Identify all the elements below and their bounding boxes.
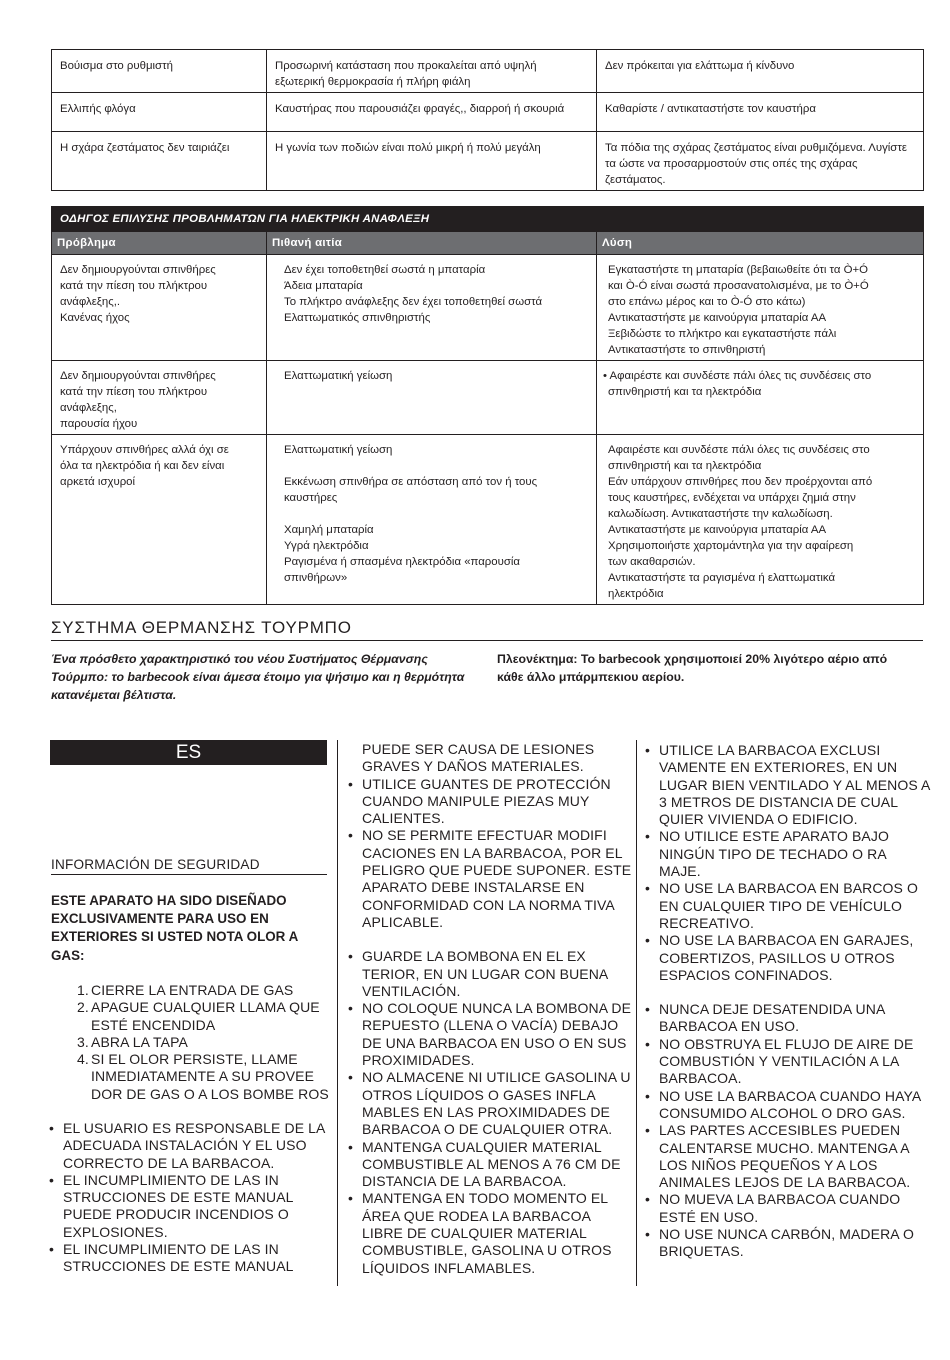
turbo-advantage: Πλεονέκτημα: Το barbecook χρησιμοποιεί 20% λιγότερο αέριο από κάθε άλλο μπάρμπεκιου αερίου. <box>497 652 888 684</box>
cell-line: Ελαττωματική γείωση <box>284 444 393 456</box>
solution-cell: Δεν πρόκειται για ελάττωμα ή κίνδυνο <box>597 50 924 93</box>
cell-line: Εάν υπάρχουν σπινθήρες που δεν προέρχονται από <box>608 476 873 488</box>
list-item: • UTILICE LA BARBACOA EXCLUSI VAMENTE EN EXTERIORES, EN UN LUGAR BIEN VENTILADO Y AL MENOS A 3 METROS DE DISTANCIA DE CUAL QUIER VIVIENDA O EDIFICIO. <box>645 742 930 828</box>
list-item: • NO USE LA BARBACOA CUANDO HAYA CONSUMIDO ALCOHOL O DRO GAS. <box>645 1087 921 1121</box>
language-label: ES <box>50 740 327 765</box>
list-item: • EL USUARIO ES RESPONSABLE DE LA ADECUADA INSTALACIÓN Y EL USO CORRECTO DE LA BARBACOA. <box>49 1120 325 1171</box>
cause-cell: Προσωρινή κατάσταση που προκαλείται από υψηλή εξωτερική θερμοκρασία ή πλήρη φιάλη <box>267 50 597 93</box>
cell-line: αρκετά ισχυροί <box>60 476 136 488</box>
table-row <box>52 361 924 435</box>
list-item: 1. CIERRE LA ENTRADA DE GAS <box>77 982 294 998</box>
list-item: 3. ABRA LA TAPA <box>77 1033 188 1050</box>
solution-cell <box>597 435 924 605</box>
list-item: • NO COLOQUE NUNCA LA BOMBONA DE REPUESTO (LLENA O VACÍA) DEBAJO DE UNA BARBACOA EN USO O EN SUS PROXIMIDADES. <box>348 1000 632 1069</box>
list-item: • UTILICE GUANTES DE PROTECCIÓN CUANDO MANIPULE PIEZAS MUY CALIENTES. <box>348 775 611 827</box>
list-item: • NO SE PERMITE EFECTUAR MODIFI CACIONES EN LA BARBACOA, POR EL PELIGRO QUE PUEDE SUPONER. ESTE APARATO DEBE INSTALARSE EN CONFORMIDAD CON LA NORMA TIVA APLICABLE. <box>348 827 632 930</box>
cell-line: Χαμηλή μπαταρία <box>284 524 374 536</box>
turbo-description: Ένα πρόσθετο χαρακτηριστικό του νέου Συστήματος Θέρμανσης Τούρμπο: το barbecook είναι άμεσα έτοιμο για ψήσιμο και η θερμότητα κατανέμεται βέλτιστα. <box>51 652 465 702</box>
table-row <box>52 132 924 191</box>
solution-cell <box>597 255 924 361</box>
cell-line: Δεν έχει τοποθετηθεί σωστά η μπαταρία <box>284 264 486 276</box>
table-header-row <box>52 232 924 255</box>
cell-line: Εγκαταστήστε τη μπαταρία (βεβαιωθείτε ότι τα Ò+Ó <box>608 264 869 276</box>
troubleshooting-table-continued <box>51 49 924 191</box>
header-problem: Πρόβλημα <box>52 232 267 255</box>
cell-line: Εκκένωση σπινθήρα σε απόσταση από τον ή τους <box>284 476 538 488</box>
safety-heading: INFORMACIÓN DE SEGURIDAD <box>51 857 327 875</box>
list-item: • EL INCUMPLIMIENTO DE LAS IN STRUCCIONES DE ESTE MANUAL PUEDE PRODUCIR INCENDIOS O EXPLOSIONES. <box>49 1171 294 1240</box>
cell-line: Άδεια μπαταρία <box>284 280 363 292</box>
cell-line: Υπάρχουν σπινθήρες αλλά όχι σε <box>60 444 229 456</box>
cell-line: Ελαττωματικός σπινθηριστής <box>284 312 431 324</box>
cell-line: παρουσία ήχου <box>60 418 138 430</box>
table-row <box>52 50 924 93</box>
cell-line: Ραγισμένα ή σπασμένα ηλεκτρόδια «παρουσία <box>284 556 520 568</box>
section-heading: ΣΥΣΤΗΜΑ ΘΕΡΜΑΝΣΗΣ ΤΟΥΡΜΠΟ <box>51 618 352 637</box>
problem-cell: Βούισμα στο ρυθμιστή <box>52 50 267 93</box>
safety-list-col1 <box>49 1120 334 1276</box>
list-item: • LAS PARTES ACCESIBLES PUEDEN CALENTARSE MUCHO. MANTENGA A LOS NIÑOS PEQUEÑOS Y A LOS ANIMALES LEJOS DE LA BARBACOA. <box>645 1122 911 1191</box>
list-item: • MANTENGA CUALQUIER MATERIAL COMBUSTIBLE AL MENOS A 76 CM DE DISTANCIA DE LA BARBACOA. <box>348 1138 621 1190</box>
cell-line: των ακαθαρσιών. <box>608 556 696 568</box>
solution-cell: Τα πόδια της σχάρας ζεστάματος είναι ρυθμιζόμενα. Λυγίστε τα ώστε να προσαρμοστούν στις οπές της σχάρας ζεστάματος. <box>597 132 924 191</box>
cell-line: Χρησιμοποιήστε χαρτομάντηλα για την αφαίρεση <box>608 540 854 552</box>
list-item: • EL INCUMPLIMIENTO DE LAS IN STRUCCIONES DE ESTE MANUAL <box>49 1241 294 1275</box>
cell-line: Αντικαταστήστε με καινούργια μπαταρία ΑΑ <box>608 524 827 536</box>
cell-line <box>284 506 588 522</box>
cell-line: • Αφαιρέστε και συνδέστε πάλι όλες τις συνδέσεις στο <box>603 370 872 382</box>
header-cause: Πιθανή αιτία <box>267 232 597 255</box>
header-solution: Λύση <box>597 232 924 255</box>
cell-line: Αντικαταστήστε με καινούργια μπαταρία ΑΑ <box>608 312 827 324</box>
cell-line: σπινθήρων» <box>284 572 348 584</box>
column-divider <box>337 740 338 1286</box>
cell-line: ανάφλεξης,. <box>60 296 121 308</box>
cell-line: Το πλήκτρο ανάφλεξης δεν έχει τοποθετηθεί σωστά <box>284 296 543 308</box>
cell-line: τους καυστήρες, ενδέχεται να υπάρχει ζημιά στην <box>608 492 856 504</box>
list-item: • NO USE LA BARBACOA EN BARCOS O EN CUALQUIER TIPO DE VEHÍCULO RECREATIVO. <box>645 880 918 931</box>
problem-cell: Ελλιπής φλόγα <box>52 93 267 132</box>
table-row <box>52 255 924 361</box>
list-item: • GUARDE LA BOMBONA EN EL EX TERIOR, EN UN LUGAR CON BUENA VENTILACIÓN. <box>348 948 608 999</box>
list-item: • MANTENGA EN TODO MOMENTO EL ÁREA QUE RODEA LA BARBACOA LIBRE DE CUALQUIER MATERIAL COMBUSTIBLE, GASOLINA U OTROS LÍQUIDOS INFLAMABLES. <box>348 1190 612 1276</box>
table-row <box>52 435 924 605</box>
cell-line: Αντικαταστήστε το σπινθηριστή <box>608 344 766 356</box>
problem-cell: Η σχάρα ζεστάματος δεν ταιριάζει <box>52 132 267 191</box>
cell-line: Αφαιρέστε και συνδέστε πάλι όλες τις συνδέσεις στο <box>608 444 870 456</box>
list-item: • NO UTILICE ESTE APARATO BAJO NINGÚN TIPO DE TECHADO O RA MAJE. <box>645 828 889 880</box>
divider <box>51 640 923 641</box>
solution-cell <box>597 361 924 435</box>
cause-cell <box>267 361 597 435</box>
list-item: 2. APAGUE CUALQUIER LLAMA QUE ESTÉ ENCENDIDA <box>77 999 320 1033</box>
gas-smell-steps <box>77 982 332 1103</box>
list-item: • NO OBSTRUYA EL FLUJO DE AIRE DE COMBUSTIÓN Y VENTILACIÓN A LA BARBACOA. <box>645 1035 914 1087</box>
cell-line: Ξεβιδώστε το πλήκτρο και εγκαταστήστε πάλι <box>608 328 837 340</box>
cell-line: Αντικαταστήστε τα ραγισμένα ή ελαττωματικά <box>608 572 836 584</box>
cell-line: ανάφλεξης, <box>60 402 117 414</box>
cell-line: και Ò-Ó είναι σωστά προσανατολισμένα, με το Ò+Ó <box>608 280 869 292</box>
cause-cell: Καυστήρας που παρουσιάζει φραγές,, διαρροή ή σκουριά <box>267 93 597 132</box>
column-divider <box>636 740 637 1286</box>
cell-line: Υγρά ηλεκτρόδια <box>284 540 369 552</box>
cell-line: ηλεκτρόδια <box>608 588 664 600</box>
cell-line: όλα τα ηλεκτρόδια ή και δεν είναι <box>60 460 225 472</box>
electric-ignition-troubleshooting-table <box>51 206 924 605</box>
list-item: • NO USE NUNCA CARBÓN, MADERA O BRIQUETAS. <box>645 1226 914 1260</box>
cell-line <box>284 458 588 474</box>
list-item: • NUNCA DEJE DESATENDIDA UNA BARBACOA EN USO. <box>645 1001 885 1035</box>
list-item: • NO ALMACENE NI UTILICE GASOLINA U OTROS LÍQUIDOS O GASES INFLA MABLES EN LAS PROXIMIDADES DE BARBACOA O DE CUALQUIER OTRA. <box>348 1069 631 1138</box>
solution-cell: Καθαρίστε / αντικαταστήστε τον καυστήρα <box>597 93 924 132</box>
list-item: • NO MUEVA LA BARBACOA CUANDO ESTÉ EN USO. <box>645 1191 901 1225</box>
cell-line: Κανένας ήχος <box>60 312 130 324</box>
cell-line: Ελαττωματική γείωση <box>284 370 393 382</box>
problem-cell <box>52 361 267 435</box>
safety-list-col3 <box>645 742 930 1261</box>
safety-list-col2 <box>348 741 633 1277</box>
problem-cell <box>52 435 267 605</box>
cell-line: σπινθηριστή και τα ηλεκτρόδια <box>608 460 762 472</box>
cell-line: Δεν δημιουργούνται σπινθήρες <box>60 370 216 382</box>
cell-line: καλωδίωση. Αντικαταστήστε την καλωδίωση. <box>608 508 833 520</box>
cell-line: στο επάνω μέρος και το Ò-Ó στο κάτω) <box>608 296 806 308</box>
list-item: 4. SI EL OLOR PERSISTE, LLAME INMEDIATAMENTE A SU PROVEE DOR DE GAS O A LOS BOMBE ROS <box>77 1051 329 1102</box>
cause-cell: Η γωνία των ποδιών είναι πολύ μικρή ή πολύ μεγάλη <box>267 132 597 191</box>
list-item: • NO USE LA BARBACOA EN GARAJES, COBERTIZOS, PASILLOS U OTROS ESPACIOS CONFINADOS. <box>645 932 914 983</box>
cell-line: καυστήρες <box>284 492 338 504</box>
table-row <box>52 93 924 132</box>
cause-cell <box>267 255 597 361</box>
problem-cell <box>52 255 267 361</box>
cell-line: Δεν δημιουργούνται σπινθήρες <box>60 264 216 276</box>
spacer <box>645 984 930 1001</box>
cause-cell <box>267 435 597 605</box>
gas-warning: ESTE APARATO HA SIDO DISEÑADO EXCLUSIVAMENTE PARA USO EN EXTERIORES SI USTED NOTA OLOR A GAS: <box>51 893 298 963</box>
cell-line: κατά την πίεση του πλήκτρου <box>60 280 208 292</box>
cell-line: κατά την πίεση του πλήκτρου <box>60 386 208 398</box>
cell-line: σπινθηριστή και τα ηλεκτρόδια <box>608 386 762 398</box>
list-item: PUEDE SER CAUSA DE LESIONES GRAVES Y DAÑOS MATERIALES. <box>362 741 595 775</box>
table-title: ΟΔΗΓΟΣ ΕΠΙΛΥΣΗΣ ΠΡΟΒΛΗΜΑΤΩΝ ΓΙΑ ΗΛΕΚΤΡΙΚΗ ΑΝΑΦΛΕΞΗ <box>52 207 924 232</box>
spacer <box>348 931 633 948</box>
